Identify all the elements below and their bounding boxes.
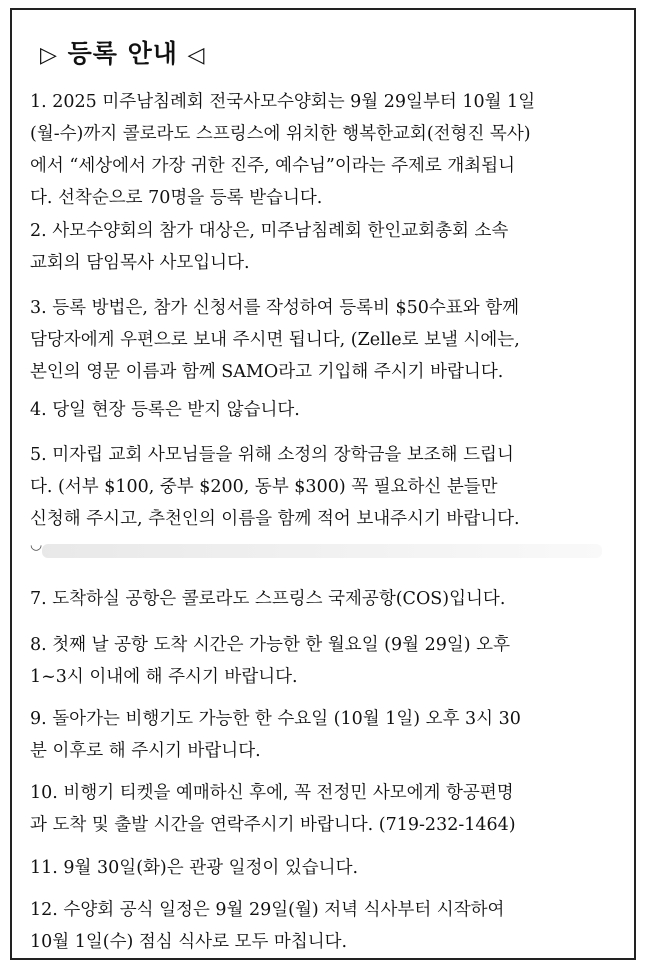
item-text: 등록 방법은, 참가 신청서를 작성하여 등록비 $50수표와 함께 담당자에게 우편으로 보내 주시면 됩니다, (Zelle로 보낼 시에는, 본인의 영문 이름과 함께 SAMO라고 기입해 주시기 바랍니다.	[30, 298, 520, 382]
page-title-text: 등록 안내	[67, 39, 178, 68]
list-item	[30, 439, 620, 535]
item-number: 1.	[30, 92, 47, 112]
list-item	[30, 629, 620, 693]
list-item	[30, 292, 620, 388]
notice-sheet	[10, 8, 636, 960]
item-number: 12.	[30, 900, 58, 920]
right-triangle-icon: ▷	[40, 43, 58, 68]
redacted-line	[42, 544, 602, 558]
list-item	[30, 394, 620, 426]
item-number: 2.	[30, 221, 47, 241]
page-title	[40, 34, 206, 70]
item-text: 돌아가는 비행기도 가능한 한 수요일 (10월 1일) 오후 3시 30 분 이후로 해 주시기 바랍니다.	[30, 709, 521, 761]
item-text: 9월 30일(화)은 관광 일정이 있습니다.	[63, 858, 359, 878]
list-item	[30, 852, 620, 884]
item-number: 4.	[30, 400, 47, 420]
item-text: 당일 현장 등록은 받지 않습니다.	[52, 400, 300, 420]
redaction-mark: ◡	[30, 537, 43, 553]
item-number: 11.	[30, 858, 58, 878]
left-triangle-icon: ◁	[187, 43, 206, 68]
list-item	[30, 894, 620, 958]
item-text: 도착하실 공항은 콜로라도 스프링스 국제공항(COS)입니다.	[52, 589, 506, 609]
item-text: 2025 미주남침례회 전국사모수양회는 9월 29일부터 10월 1일 (월-수)까지 콜로라도 스프링스에 위치한 행복한교회(전형진 목사) 에서 “세상에서 가장 귀한 진주, 예수님”이라는 주제로 개최됩니 다. 선착순으로 70명을 등록 받습니다.	[30, 92, 536, 208]
item-text: 미자립 교회 사모님들을 위해 소정의 장학금을 보조해 드립니 다. (서부 $100, 중부 $200, 동부 $300) 꼭 필요하신 분들만 신청해 주시고, 추천인의 이름을 함께 적어 보내주시기 바랍니다.	[30, 445, 520, 529]
item-text: 사모수양회의 참가 대상은, 미주남침례회 한인교회총회 소속 교회의 담임목사 사모입니다.	[30, 221, 509, 273]
list-item	[30, 703, 620, 767]
item-number: 9.	[30, 709, 47, 729]
item-number: 3.	[30, 298, 47, 318]
item-text: 수양회 공식 일정은 9월 29일(월) 저녁 식사부터 시작하여 10월 1일(수) 점심 식사로 모두 마칩니다.	[30, 900, 505, 952]
list-item	[30, 86, 620, 214]
list-item	[30, 215, 620, 279]
item-text: 비행기 티켓을 예매하신 후에, 꼭 전정민 사모에게 항공편명 과 도착 및 출발 시간을 연락주시기 바랍니다. (719-232-1464)	[30, 783, 516, 835]
item-number: 8.	[30, 635, 47, 655]
list-item	[30, 777, 620, 841]
list-item	[30, 583, 620, 615]
item-number: 5.	[30, 445, 47, 465]
item-text: 첫째 날 공항 도착 시간은 가능한 한 월요일 (9월 29일) 오후 1~3시 이내에 해 주시기 바랍니다.	[30, 635, 510, 687]
item-number: 7.	[30, 589, 47, 609]
item-number: 10.	[30, 783, 58, 803]
